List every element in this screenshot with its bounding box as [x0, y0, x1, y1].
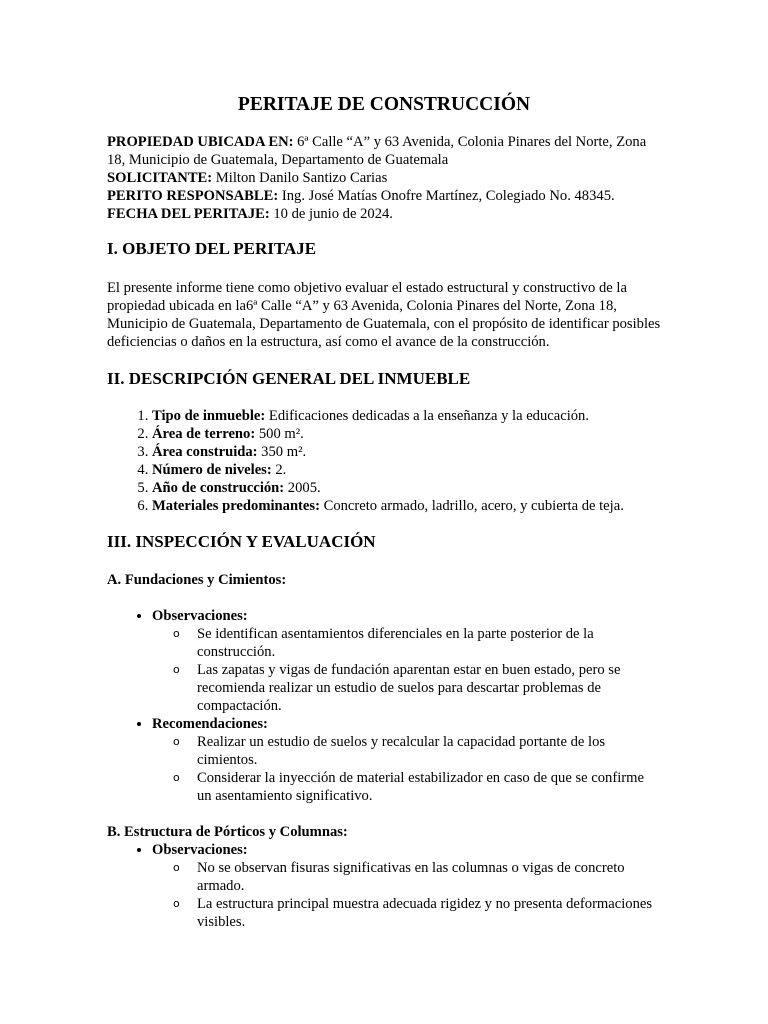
item-label: Tipo de inmueble: [152, 408, 266, 424]
meta-line-expert [107, 187, 661, 205]
porticos-list [107, 841, 661, 931]
meta-line-applicant [107, 169, 661, 187]
list-item [152, 407, 661, 425]
item-value: 350 m². [257, 444, 307, 460]
item-value: 2005. [284, 480, 321, 496]
sub-list [152, 859, 661, 931]
circle-bullet-icon: o [173, 771, 180, 784]
section-paragraph-objeto: El presente informe tiene como objetivo evaluar el estado estructural y constructivo de la propiedad ubicada en la6ª Calle “A” y 63 Avenida, Colonia Pinares del Norte, Zona 18, Municipio de Guatemala, Departamento de Guatemala, con el propósito de identificar posibles deficiencias o daños en la estructura, así como el avance de la construcción. [107, 280, 661, 350]
meta-value: Ing. José Matías Onofre Martínez, Colegiado No. 48345. [278, 188, 615, 204]
meta-value: 6ª Calle “A” y 63 Avenida, Colonia Pinares del Norte, Zona 18, Municipio de Guatemala, Departamento de Guatemala [107, 134, 647, 168]
circle-bullet-icon: o [173, 663, 180, 676]
sub-list [152, 625, 661, 715]
list-item [152, 607, 661, 715]
meta-label: PERITO RESPONSABLE: [107, 188, 279, 204]
list-item [152, 443, 661, 461]
circle-bullet-icon: o [173, 735, 180, 748]
section-heading-objeto: I. OBJETO DEL PERITAJE [107, 239, 317, 258]
list-item [152, 841, 661, 931]
item-value: Edificaciones dedicadas a la enseñanza y la educación. [265, 408, 590, 424]
list-item [152, 497, 661, 515]
item-value: 2. [271, 462, 287, 478]
property-list [107, 407, 661, 515]
section-heading-descripcion: II. DESCRIPCIÓN GENERAL DEL INMUEBLE [107, 369, 471, 388]
sub-item-text: Considerar la inyección de material estabilizador en caso de que se confirme un asentamiento significativo. [197, 770, 644, 804]
sub-item-text: La estructura principal muestra adecuada rigidez y no presenta deformaciones visibles. [197, 896, 653, 930]
sub-list-item [173, 625, 661, 661]
circle-bullet-icon: o [173, 861, 180, 874]
sub-list-item [173, 895, 661, 931]
list-item [152, 425, 661, 443]
sub-item-text: Realizar un estudio de suelos y recalcular la capacidad portante de los cimientos. [197, 734, 606, 768]
recomendaciones-label: Recomendaciones: [152, 716, 268, 732]
meta-label: SOLICITANTE: [107, 170, 213, 186]
meta-label: PROPIEDAD UBICADA EN: [107, 134, 294, 150]
circle-bullet-icon: o [173, 897, 180, 910]
sub-list [152, 733, 661, 805]
item-label: Área de terreno: [152, 426, 256, 442]
list-item [152, 479, 661, 497]
item-label: Año de construcción: [152, 480, 285, 496]
sub-item-text: Se identifican asentamientos diferenciales en la parte posterior de la construcción. [197, 626, 594, 660]
item-value: 500 m². [255, 426, 304, 442]
sub-item-text: No se observan fisuras significativas en las columnas o vigas de concreto armado. [197, 860, 625, 894]
observaciones-label: Observaciones: [152, 842, 248, 858]
meta-label: FECHA DEL PERITAJE: [107, 206, 270, 222]
circle-bullet-icon: o [173, 627, 180, 640]
subsection-heading-fundaciones: A. Fundaciones y Cimientos: [107, 572, 287, 588]
document-meta [107, 133, 661, 223]
section-heading-inspeccion: III. INSPECCIÓN Y EVALUACIÓN [107, 532, 376, 551]
item-value: Concreto armado, ladrillo, acero, y cubierta de teja. [319, 498, 624, 514]
observaciones-label: Observaciones: [152, 608, 248, 624]
item-label: Número de niveles: [152, 462, 272, 478]
fundaciones-list [107, 607, 661, 805]
subsection-heading-porticos: B. Estructura de Pórticos y Columnas: [107, 824, 348, 840]
list-item [152, 461, 661, 479]
sub-list-item [173, 661, 661, 715]
document-title: PERITAJE DE CONSTRUCCIÓN [237, 94, 531, 115]
list-item [152, 715, 661, 805]
sub-item-text: Las zapatas y vigas de fundación aparentan estar en buen estado, pero se recomienda realizar un estudio de suelos para descartar problemas de compactación. [197, 662, 621, 714]
meta-value: 10 de junio de 2024. [269, 206, 393, 222]
item-label: Área construida: [152, 444, 258, 460]
meta-line-date [107, 205, 661, 223]
item-label: Materiales predominantes: [152, 498, 320, 514]
sub-list-item [173, 769, 661, 805]
sub-list-item [173, 733, 661, 769]
meta-line-property [107, 133, 661, 169]
meta-value: Milton Danilo Santizo Carias [212, 170, 388, 186]
sub-list-item [173, 859, 661, 895]
